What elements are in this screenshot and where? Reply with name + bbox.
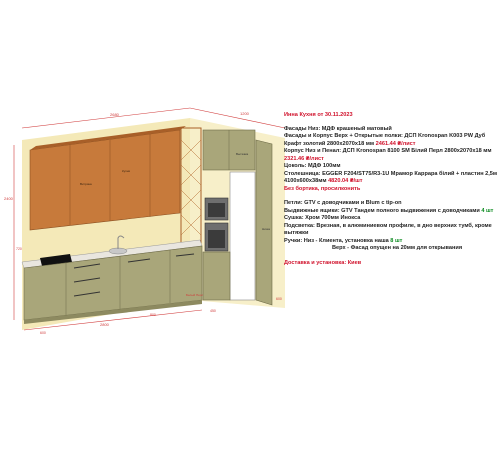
spec2-line-5 (284, 238, 498, 246)
spec-line-1: Фасады Низ: МДФ крашеный матовый (284, 125, 392, 132)
spec2-line-4: Подсветка: Врезная, в алюминиевом профиле, в дно верхних тумб, кроме вытяжки (284, 222, 492, 236)
kitchen-drawing (0, 0, 300, 340)
dim-wall-right: 1200 (240, 111, 249, 116)
pantry (256, 140, 272, 305)
spec2-line-5-count: 8 шт (390, 237, 403, 244)
dim-c: 800 (150, 313, 156, 317)
spec2-line-2 (284, 208, 498, 216)
dim-front: 2800 (100, 322, 109, 327)
spec-footer: Доставка и установка: Киев (284, 259, 362, 266)
cabinet-label-3: Вытяжка (236, 152, 249, 156)
spec-panel (284, 112, 498, 267)
spec-line-5-price: 4820.04 ₴/шт (328, 178, 363, 184)
spec-line-3 (284, 148, 498, 163)
spec2-line-1: Петли: GTV с доводчиками и Blum с tip-on (284, 200, 402, 206)
tall-label: Ниша (262, 227, 270, 231)
spec2-line-6: Верх - Фасад опущен на 20мм для открывания (332, 245, 463, 251)
spec2-line-5-text: Ручки: Низ - Клиента, установка наша (284, 237, 391, 244)
dim-wall-left: 2680 (110, 112, 119, 117)
spec-line-3-price: 2321.46 ₴/лист (284, 155, 324, 162)
dim-depth-right: 600 (276, 297, 282, 301)
spec-line-6: Без бортика, просилконить (284, 185, 361, 192)
spec-line-2-price: 2461.44 ₴/лист (375, 140, 416, 147)
dim-b: 450 (210, 309, 216, 313)
floor-label: Белый Перл (186, 293, 204, 297)
tall-unit-lower (203, 252, 230, 300)
spec2-line-2-text: Выдвижные ящики: GTV Тандем полного выдвижения с доводчиками (284, 207, 482, 214)
dim-a: 600 (40, 331, 46, 335)
spec-line-2 (284, 133, 498, 148)
spec-line-5-text: Столешница: EGGER F204/ST75/R3-1U Мрамор Каррара білий + пластин 2,5м 4100x600x38мм (284, 170, 498, 184)
spec-line-5 (284, 171, 498, 186)
spec2-line-3: Сушка: Хром 700мм Инокса (284, 215, 361, 221)
fridge-niche (230, 172, 255, 300)
spec-line-3-text: Корпус Низ и Пенал: ДСП Kronospan 8100 SM Білий Перл 2800x2070x18 мм (284, 148, 492, 154)
spec-title: Инна Кухня от 30.11.2023 (284, 112, 353, 118)
spec2-line-2-count: 4 шт (481, 207, 494, 214)
cabinet-label-2: Кухня (122, 169, 131, 173)
cabinet-label-1: Витрина (80, 182, 92, 186)
spec-line-2-text: Фасады и Корпус Верх + Открытые полки: ДСП Kronospan K003 PW Дуб Крафт золотий 2800x2070x18 мм (284, 133, 486, 147)
spec-line-4: Цоколь: МДФ 100мм (284, 163, 341, 169)
dim-d: 720 (16, 247, 22, 251)
dim-height: 2400 (4, 196, 13, 201)
